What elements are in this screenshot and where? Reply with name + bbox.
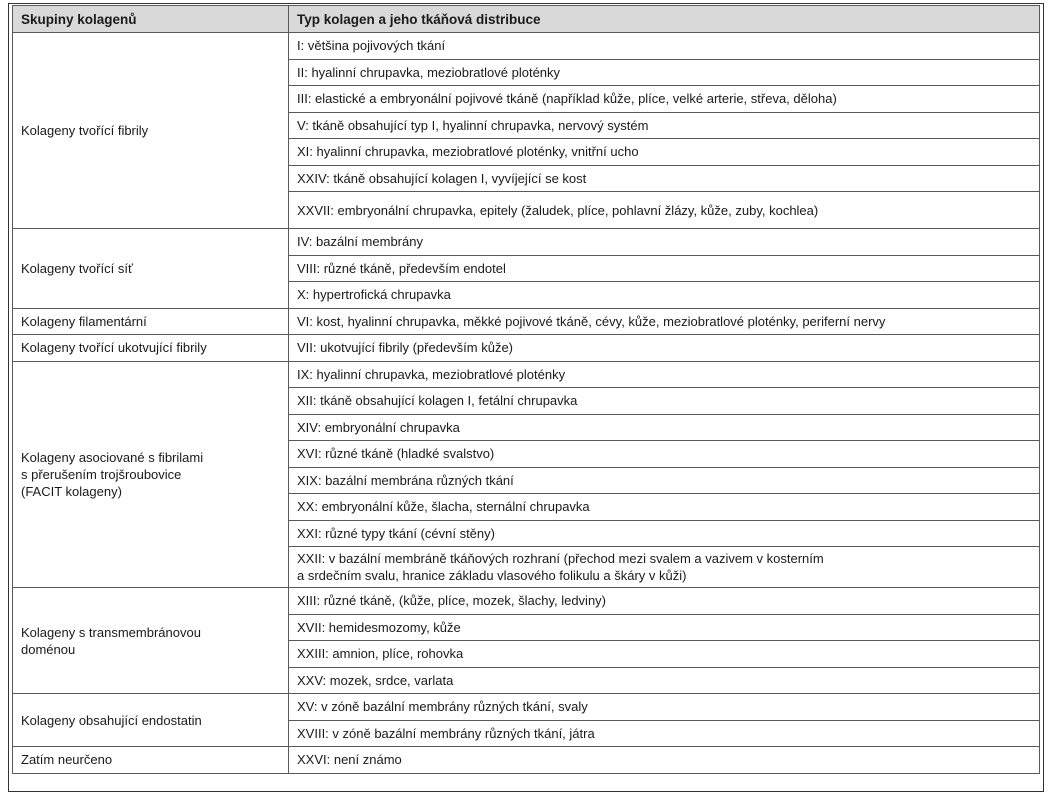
table-row — [13, 308, 1040, 335]
type-cell: XII: tkáně obsahující kolagen I, fetální chrupavka — [289, 388, 1040, 415]
group-transmembrane — [13, 588, 289, 694]
group-name-line: (FACIT kolageny) — [21, 483, 122, 499]
table-row — [13, 229, 1040, 256]
group-filamentous: Kolageny filamentární — [13, 308, 289, 335]
group-undetermined: Zatím neurčeno — [13, 747, 289, 774]
group-name-line: s přerušením trojšroubovice — [21, 466, 182, 482]
table-row — [13, 335, 1040, 362]
type-cell: XXVII: embryonální chrupavka, epitely (žaludek, plíce, pohlavní žlázy, kůže, zuby, kochlea) — [289, 192, 1040, 229]
group-name-line: Kolageny s transmembránovou — [21, 624, 201, 640]
type-cell: XVII: hemidesmozomy, kůže — [289, 614, 1040, 641]
collagen-table — [12, 5, 1040, 774]
type-cell — [289, 547, 1040, 588]
type-cell: V: tkáně obsahující typ I, hyalinní chrupavka, nervový systém — [289, 112, 1040, 139]
table-row — [13, 694, 1040, 721]
type-cell: XXIII: amnion, plíce, rohovka — [289, 641, 1040, 668]
group-endostatin: Kolageny obsahující endostatin — [13, 694, 289, 747]
type-cell: XXVI: není známo — [289, 747, 1040, 774]
table-row — [13, 361, 1040, 388]
type-cell: XXV: mozek, srdce, varlata — [289, 667, 1040, 694]
group-network: Kolageny tvořící síť — [13, 229, 289, 309]
table-row — [13, 33, 1040, 60]
type-cell: II: hyalinní chrupavka, meziobratlové ploténky — [289, 59, 1040, 86]
type-cell: IX: hyalinní chrupavka, meziobratlové ploténky — [289, 361, 1040, 388]
type-cell: I: většina pojivových tkání — [289, 33, 1040, 60]
type-cell: XXIV: tkáně obsahující kolagen I, vyvíjející se kost — [289, 165, 1040, 192]
table-row — [13, 588, 1040, 615]
group-name-line: doménou — [21, 641, 76, 657]
header-types: Typ kolagen a jeho tkáňová distribuce — [289, 6, 1040, 33]
type-cell: VII: ukotvující fibrily (především kůže) — [289, 335, 1040, 362]
type-cell: III: elastické a embryonální pojivové tkáně (například kůže, plíce, velké arterie, střeva, děloha) — [289, 86, 1040, 113]
type-line: a srdečním svalu, hranice základu vlasového folikulu a škáry v kůži) — [297, 568, 687, 583]
type-cell: XVI: různé tkáně (hladké svalstvo) — [289, 441, 1040, 468]
type-cell: XV: v zóně bazální membrány různých tkání, svaly — [289, 694, 1040, 721]
group-facit — [13, 361, 289, 588]
type-cell: XI: hyalinní chrupavka, meziobratlové ploténky, vnitřní ucho — [289, 139, 1040, 166]
type-cell: XIV: embryonální chrupavka — [289, 414, 1040, 441]
type-cell: VIII: různé tkáně, především endotel — [289, 255, 1040, 282]
type-cell: VI: kost, hyalinní chrupavka, měkké pojivové tkáně, cévy, kůže, meziobratlové ploténky, periferní nervy — [289, 308, 1040, 335]
type-line: XXII: v bazální membráně tkáňových rozhraní (přechod mezi svalem a vazivem v kosterním — [297, 551, 824, 566]
type-cell: XX: embryonální kůže, šlacha, sternální chrupavka — [289, 494, 1040, 521]
type-cell: XIII: různé tkáně, (kůže, plíce, mozek, šlachy, ledviny) — [289, 588, 1040, 615]
type-cell: XVIII: v zóně bazální membrány různých tkání, játra — [289, 720, 1040, 747]
table-row — [13, 747, 1040, 774]
group-name-line: Kolageny asociované s fibrilami — [21, 449, 204, 465]
type-cell: XIX: bazální membrána různých tkání — [289, 467, 1040, 494]
type-cell: IV: bazální membrány — [289, 229, 1040, 256]
group-fibrils: Kolageny tvořící fibrily — [13, 33, 289, 229]
group-anchoring: Kolageny tvořící ukotvující fibrily — [13, 335, 289, 362]
header-groups: Skupiny kolagenů — [13, 6, 289, 33]
type-cell: X: hypertrofická chrupavka — [289, 282, 1040, 309]
table-header-row — [13, 6, 1040, 33]
type-cell: XXI: různé typy tkání (cévní stěny) — [289, 520, 1040, 547]
